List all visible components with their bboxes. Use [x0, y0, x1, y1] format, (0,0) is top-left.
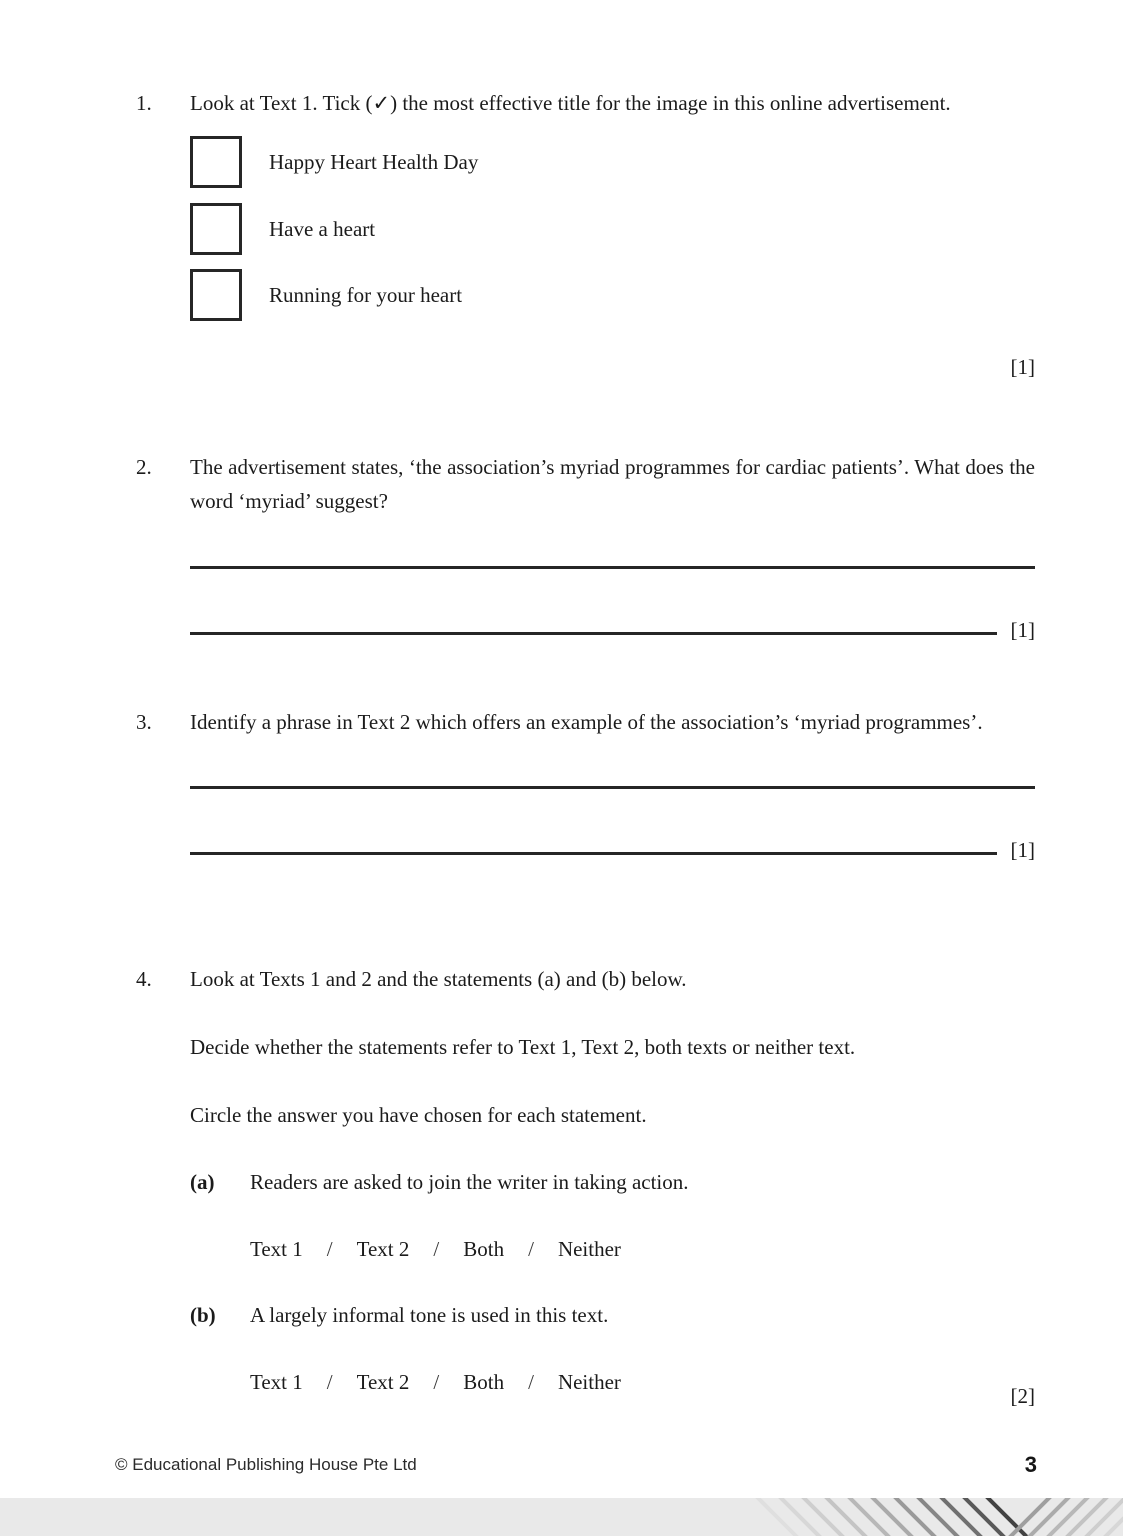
choice-separator: /	[433, 1237, 440, 1261]
question-number: 3.	[136, 710, 152, 734]
tick-option-row	[190, 203, 1035, 255]
choice-separator: /	[528, 1370, 534, 1394]
tick-option-label: Have a heart	[269, 217, 376, 241]
choice-separator: /	[326, 1237, 333, 1261]
question-paragraph: Decide whether the statements refer to Text 1, Text 2, both texts or neither text.	[190, 1035, 856, 1059]
choice-separator: /	[528, 1237, 534, 1261]
tick-option-label: Happy Heart Health Day	[269, 150, 479, 174]
footer-stripe	[798, 1498, 847, 1536]
footer-stripe	[890, 1498, 939, 1536]
sub-question-label: (a)	[190, 1170, 215, 1194]
tick-option-label: Running for your heart	[269, 283, 463, 307]
sub-question-text: A largely informal tone is used in this text.	[250, 1303, 609, 1327]
choice-both[interactable]: Both	[463, 1370, 505, 1394]
footer-bar	[0, 1498, 1123, 1536]
question-number: 2.	[136, 455, 152, 479]
choice-text2[interactable]: Text 2	[356, 1370, 410, 1394]
choice-neither[interactable]: Neither	[557, 1370, 621, 1394]
footer-stripe	[959, 1498, 1008, 1536]
sub-question-text: Readers are asked to join the writer in taking action.	[250, 1170, 689, 1194]
tick-checkbox-3[interactable]	[190, 269, 242, 321]
answer-line[interactable]	[190, 566, 1035, 569]
marks-badge: [1]	[1010, 618, 1035, 642]
tick-checkbox-2[interactable]	[190, 203, 242, 255]
choice-text1[interactable]: Text 1	[250, 1370, 303, 1394]
choice-separator: /	[433, 1370, 440, 1394]
footer-stripe	[936, 1498, 985, 1536]
marks-badge: [2]	[1010, 1384, 1035, 1408]
answer-line-row	[190, 617, 1035, 643]
footer-stripe	[913, 1498, 962, 1536]
choice-separator: /	[326, 1370, 333, 1394]
question-paragraph: Look at Texts 1 and 2 and the statements (a) and (b) below.	[190, 967, 687, 991]
question-paragraph: Circle the answer you have chosen for each statement.	[190, 1103, 647, 1127]
page-number: 3	[1024, 1452, 1037, 1477]
footer-stripe	[982, 1498, 1031, 1536]
choice-text1[interactable]: Text 1	[250, 1237, 303, 1261]
copyright-text: © Educational Publishing House Pte Ltd	[115, 1455, 417, 1474]
footer-stripe	[867, 1498, 916, 1536]
answer-line[interactable]	[190, 786, 1035, 789]
question-number: 4.	[136, 967, 152, 991]
footer-stripe	[844, 1498, 893, 1536]
question-1	[136, 86, 1035, 379]
question-3-content	[190, 705, 1035, 863]
answer-line[interactable]	[190, 632, 997, 635]
sub-question-a	[190, 1165, 1035, 1199]
answer-line-row	[190, 837, 1035, 863]
question-3	[136, 705, 1035, 863]
footer-stripe	[775, 1498, 824, 1536]
sub-question-label: (b)	[190, 1303, 216, 1327]
question-text: The advertisement states, ‘the association’s myriad programmes for cardiac patients’. What does the word ‘myriad’ suggest?	[190, 455, 1035, 513]
choices-row-a	[250, 1232, 1035, 1266]
choices-row-b	[250, 1365, 1035, 1399]
choice-neither[interactable]: Neither	[557, 1237, 621, 1261]
tick-option-row	[190, 269, 1035, 321]
question-4-content	[190, 962, 1035, 1408]
tick-option-row	[190, 136, 1035, 188]
question-text: Look at Text 1. Tick (✓) the most effective title for the image in this online advertisement.	[190, 91, 951, 115]
question-2-content	[190, 450, 1035, 643]
question-1-content	[190, 86, 1035, 379]
question-4	[136, 962, 1035, 1408]
question-2	[136, 450, 1035, 643]
question-text: Identify a phrase in Text 2 which offers an example of the association’s ‘myriad programmes’.	[190, 710, 983, 734]
footer-stripe	[752, 1498, 801, 1536]
marks-badge: [1]	[1010, 838, 1035, 862]
marks-badge: [1]	[1010, 355, 1035, 379]
question-number: 1.	[136, 91, 152, 115]
footer-stripe	[821, 1498, 870, 1536]
choice-text2[interactable]: Text 2	[356, 1237, 410, 1261]
sub-question-b	[190, 1298, 1035, 1332]
answer-line[interactable]	[190, 852, 997, 855]
tick-checkbox-1[interactable]	[190, 136, 242, 188]
choice-both[interactable]: Both	[463, 1237, 505, 1261]
